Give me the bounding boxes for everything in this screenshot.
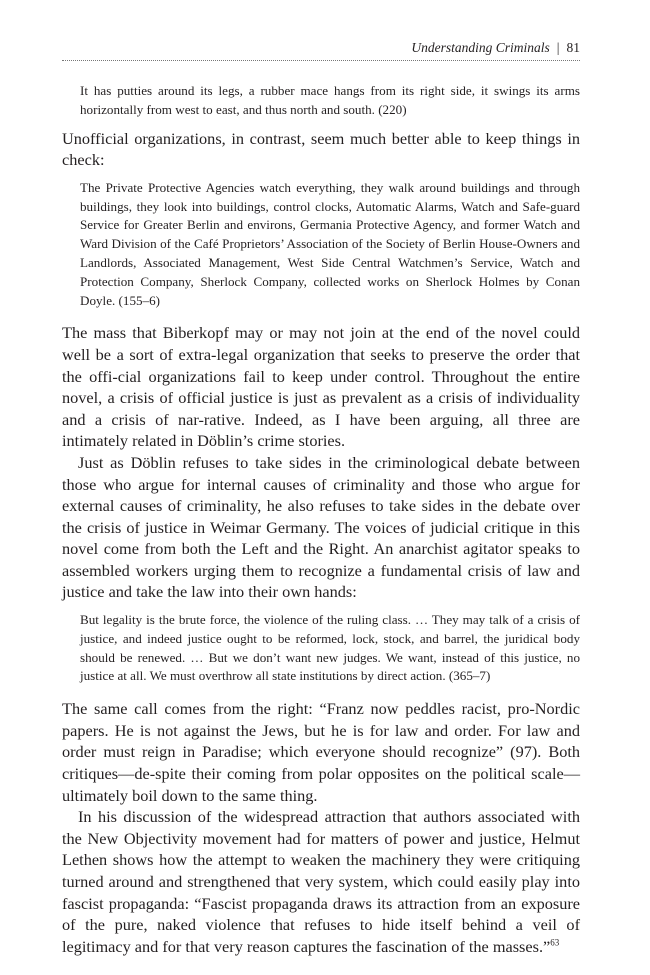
- paragraph-3: Just as Döblin refuses to take sides in the criminological debate between those who argue for internal causes of criminality and those who argue for external causes of criminality, he also refuses to take sides in the debate over the crisis of justice in Weimar Germany. The voices of judicial critique in this novel come from both the Left and the Right. An anarchist agitator speaks to assembled workers urging them to recognize a fundamental crisis of law and justice and take the law into their own hands:: [62, 452, 580, 602]
- paragraph-5: [62, 806, 580, 957]
- page-number: 81: [566, 40, 580, 55]
- paragraph-2: The mass that Biberkopf may or may not join at the end of the novel could well be a sort of extra-legal organization that seeks to preserve the order that the offi-cial organizations fail to keep under control. Throughout the entire novel, a crisis of official justice is just as prevalent as a crisis of individuality and a crisis of nar-rative. Indeed, as I have been arguing, all three are intimately related in Döblin’s crime stories.: [62, 323, 580, 451]
- block-quote-1: It has putties around its legs, a rubber mace hangs from its right side, it swings its arms horizontally from west to east, and thus north and south. (220): [80, 83, 580, 117]
- body-text: [62, 82, 580, 957]
- footnote-reference: 63: [550, 937, 560, 948]
- running-head-separator: |: [556, 40, 560, 55]
- paragraph-1: Unofficial organizations, in contrast, seem much better able to keep things in check:: [62, 128, 580, 170]
- running-head: [62, 40, 580, 61]
- block-quote-3: But legality is the brute force, the violence of the ruling class. … They may talk of a crisis of justice, and indeed justice ought to be reformed, lock, stock, and barrel, the juridical body should be renewed. … But we don’t want new judges. We want, instead of this justice, no justice at all. We must overthrow all state institutions by direct action. (365–7): [80, 612, 580, 684]
- paragraph-4: The same call comes from the right: “Franz now peddles racist, pro-Nordic papers. He is not against the Jews, but he is for law and order. For law and order must reign in Paradise; which everyone should recognize” (97). Both critiques—de-spite their coming from polar opposites on the political scale—ultimately boil down to the same thing.: [62, 699, 580, 805]
- running-head-title: Understanding Criminals: [411, 40, 550, 55]
- paragraph-5-text: In his discussion of the widespread attraction that authors associated with the New Objectivity movement had for matters of power and justice, Helmut Lethen shows how the attempt to weaken the machinery they were critiquing turned around and strengthened that very system, which could easily play into fascist propaganda: “Fascist propaganda draws its attraction from an exposure of the pure, naked violence that refuses to hide itself behind a veil of legitimacy and for that very reason captures the fascination of the masses.”: [62, 807, 580, 956]
- block-quote-2: The Private Protective Agencies watch everything, they walk around buildings and through buildings, they look into buildings, control clocks, Automatic Alarms, Watch and Safe-guard Service for Greater Berlin and environs, Germania Protective Agency, and former Watch and Ward Division of the Café Proprietors’ Association of the Society of Berlin House-Owners and Landlords, Associated Management, West Side Central Watchmen’s Service, Watch and Protection Company, Sherlock Company, collected works on Sherlock Holmes by Conan Doyle. (155–6): [80, 179, 580, 308]
